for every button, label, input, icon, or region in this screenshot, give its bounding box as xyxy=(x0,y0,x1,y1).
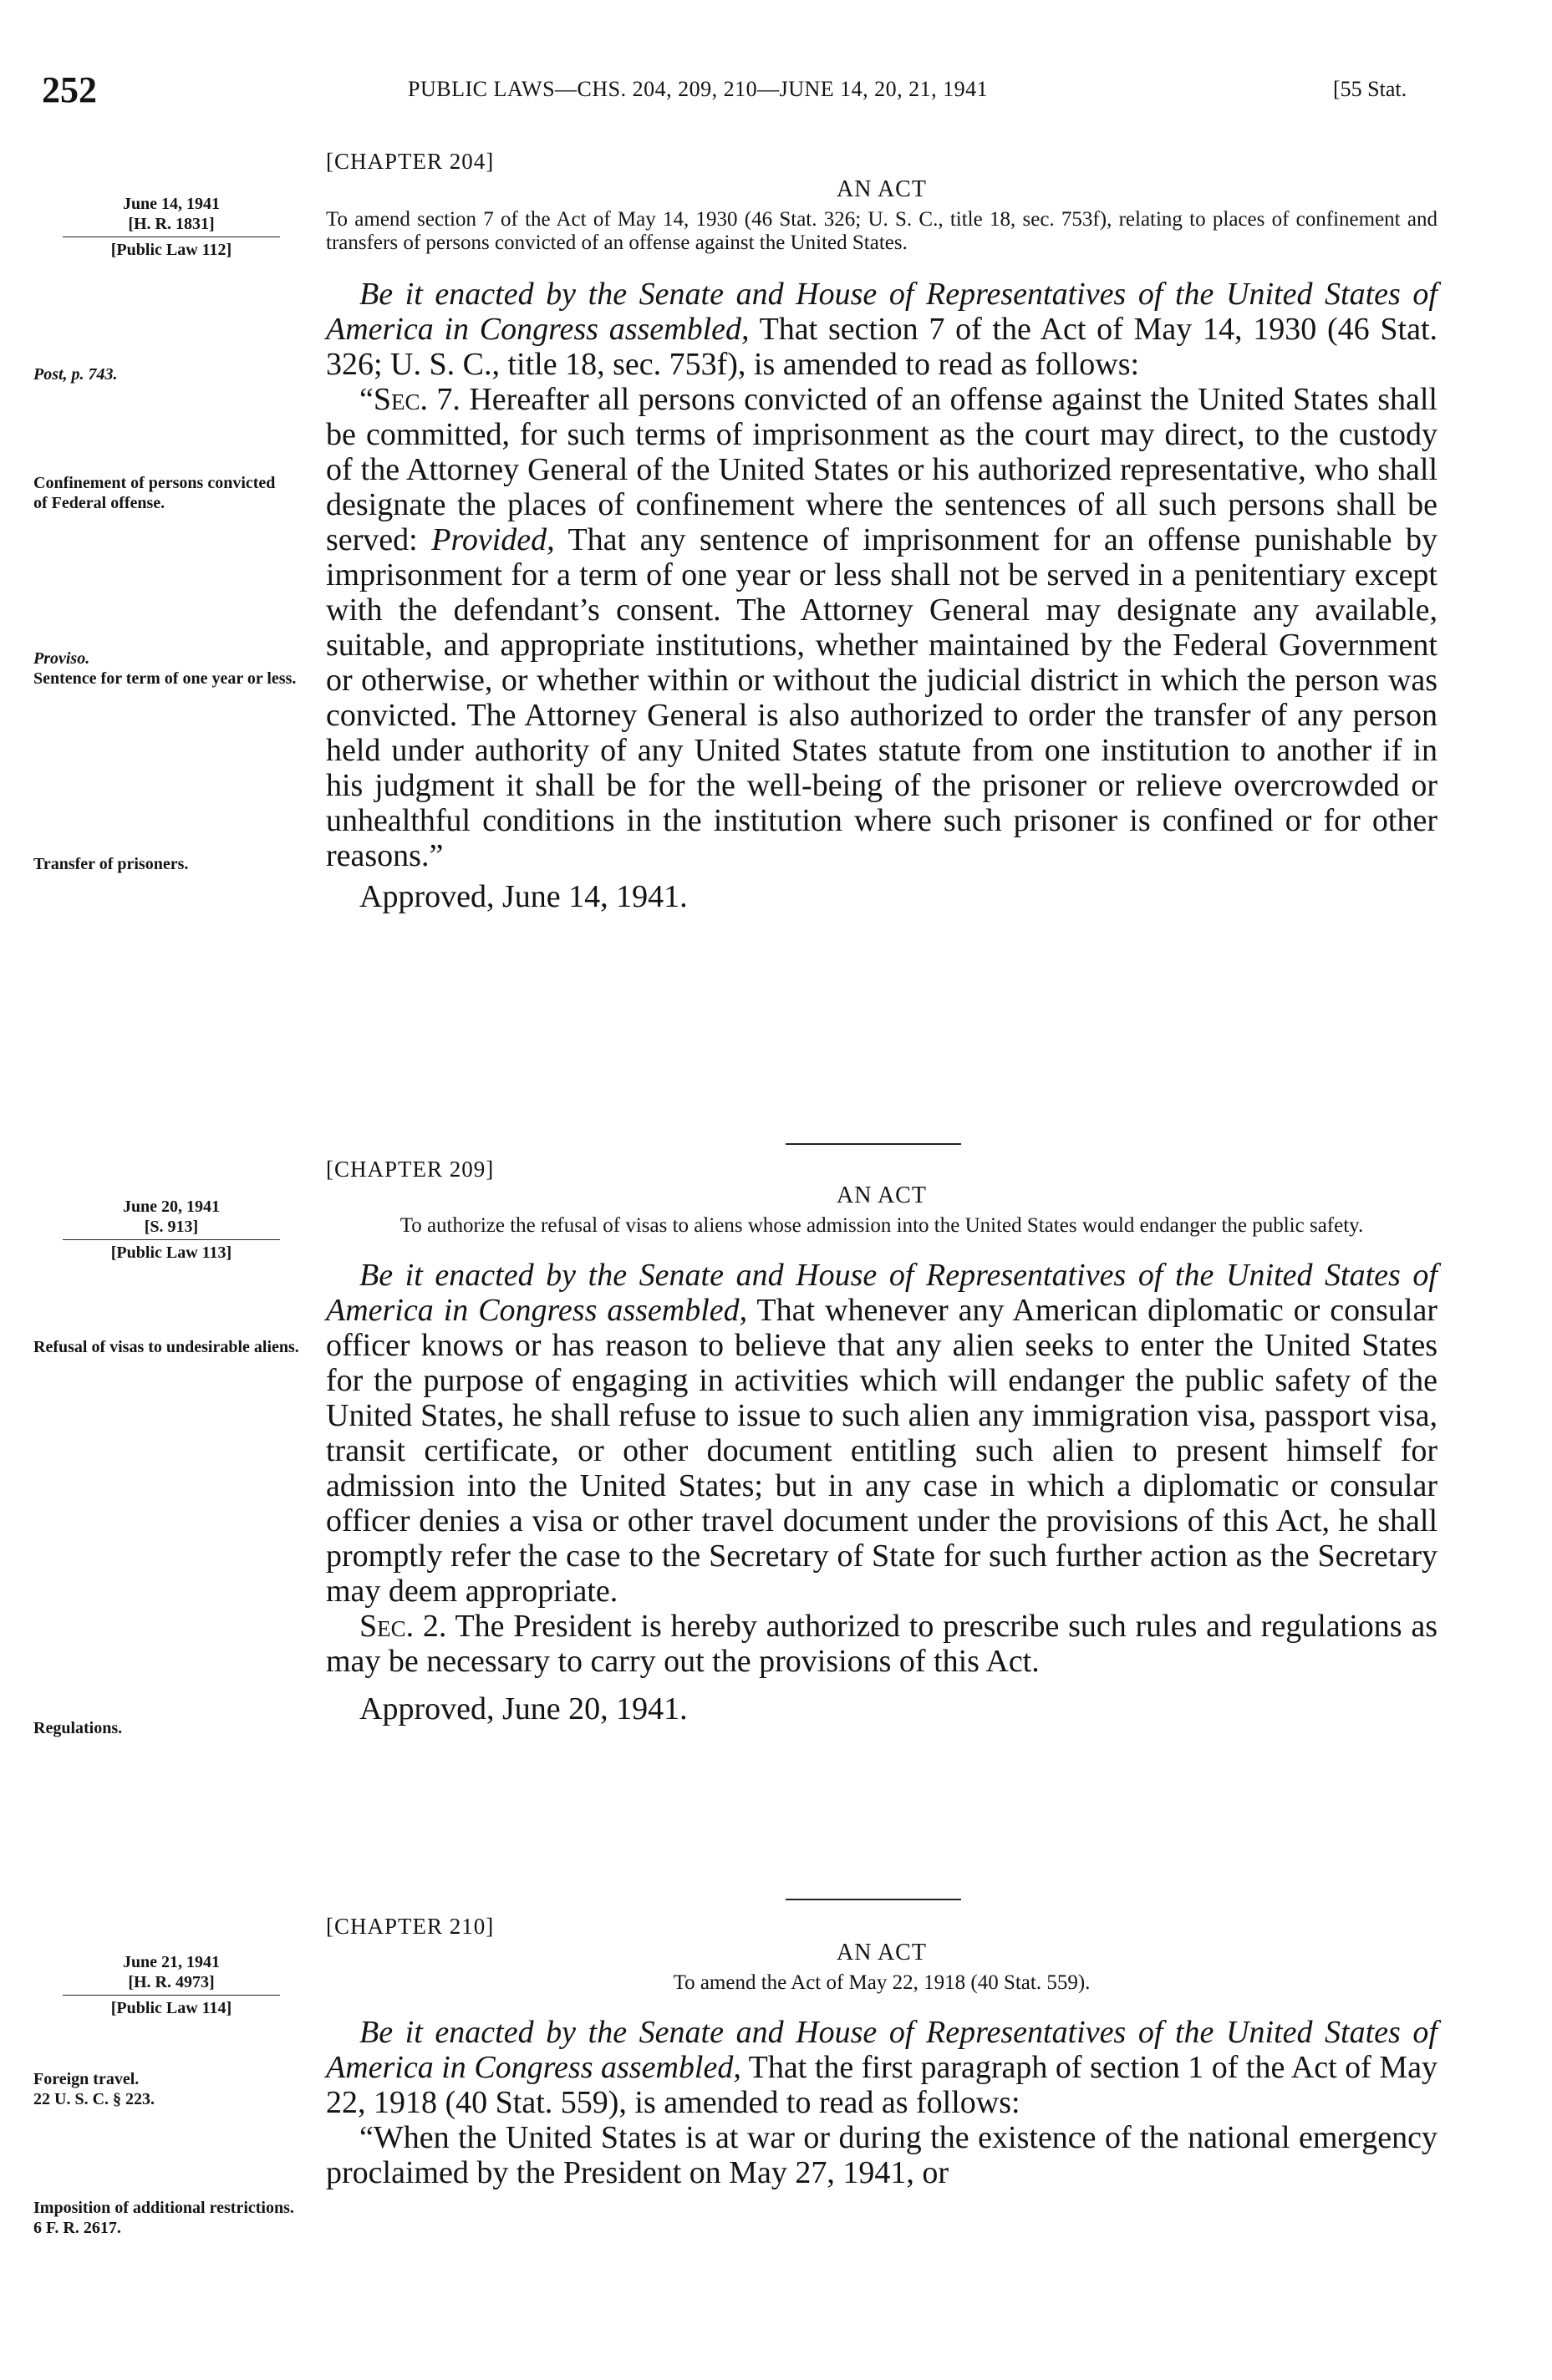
margin-rule xyxy=(63,1239,280,1240)
ch209-note-regulations: Regulations. xyxy=(33,1719,123,1737)
act-body xyxy=(326,1258,1438,1679)
ch210-note-restrictions-text: Imposition of additional restrictions. xyxy=(33,2199,294,2217)
ch210-note-restrictions xyxy=(33,2198,301,2238)
ch209-citation-block xyxy=(33,1197,309,1263)
enacting-clause: Be it enacted by the Senate and House of Representatives of the United States of America in Congress assembled, That section 7 of the Act of May 14, 1930 (46 Stat. 326; U. S. C., title 18, sec. 753f), is amended to read as follows: xyxy=(326,277,1438,382)
ch210-bill: [H. R. 4973] xyxy=(128,1973,215,1991)
chapter-separator xyxy=(786,1899,961,1900)
ch210-note-fr-ref: 6 F. R. 2617. xyxy=(33,2219,121,2237)
chapter-separator xyxy=(786,1143,961,1145)
margin-rule xyxy=(63,236,280,237)
act-heading: AN ACT xyxy=(837,1182,927,1208)
margin-rule xyxy=(63,1995,280,1996)
act-body xyxy=(326,277,1438,873)
act-purpose: To amend section 7 of the Act of May 14, 1930 (46 Stat. 326; U. S. C., title 18, sec. 753f), relating to places of confinement and transfers of persons convicted of an offense against the United States. xyxy=(326,208,1438,254)
amended-text: “When the United States is at war or during the existence of the national emergency proclaimed by the President on May 27, 1941, or xyxy=(326,2120,1438,2190)
chapter-heading: [CHAPTER 204] xyxy=(326,149,495,174)
act-body xyxy=(326,2015,1438,2190)
chapter-heading: [CHAPTER 209] xyxy=(326,1157,495,1182)
ch204-bill: [H. R. 1831] xyxy=(128,215,215,233)
ch204-note-transfer: Transfer of prisoners. xyxy=(33,855,189,873)
enacting-clause: Be it enacted by the Senate and House of Representatives of the United States of America in Congress assembled, That whenever any American diplomatic or consular officer knows or has reason to believe that any alien seeks to enter the United States for the purpose of engaging in activities which will endanger the public safety of the United States, he shall refuse to issue to such alien any immigration visa, passport visa, transit certificate, or other document entitling such alien to present himself for admission into the United States; but in any case in which a diplomatic or consular officer denies a visa or other travel document under the provisions of this Act, he shall promptly refer the case to the Secretary of State for such further action as the Secretary may deem appropriate. xyxy=(326,1258,1438,1609)
running-title: PUBLIC LAWS—CHS. 204, 209, 210—JUNE 14, 20, 21, 1941 xyxy=(408,77,989,101)
ch204-public-law: [Public Law 112] xyxy=(110,241,232,259)
approval-line: Approved, June 14, 1941. xyxy=(359,879,688,914)
ch210-public-law: [Public Law 114] xyxy=(110,1999,232,2017)
approval-line: Approved, June 20, 1941. xyxy=(359,1691,688,1727)
chapter-210 xyxy=(326,1914,1438,2190)
ch209-public-law: [Public Law 113] xyxy=(110,1243,232,1262)
act-purpose: To amend the Act of May 22, 1918 (40 Stat. 559). xyxy=(673,1971,1091,1994)
act-heading: AN ACT xyxy=(837,1940,927,1966)
ch210-note-foreign-travel xyxy=(33,2069,309,2109)
act-heading: AN ACT xyxy=(837,176,927,202)
ch204-note-sentence: Sentence for term of one year or less. xyxy=(33,669,297,688)
ch204-citation-block xyxy=(33,194,309,260)
ch210-note-usc-ref: 22 U. S. C. § 223. xyxy=(33,2090,155,2108)
ch204-note-confinement: Confinement of persons convicted of Federal offense. xyxy=(33,474,276,512)
section-2: Sec. 2. The President is hereby authorized to prescribe such rules and regulations as may be necessary to carry out the provisions of this Act. xyxy=(326,1609,1438,1679)
act-purpose: To authorize the refusal of visas to aliens whose admission into the United States would endanger the public safety. xyxy=(399,1214,1364,1237)
ch204-date: June 14, 1941 xyxy=(122,195,221,213)
ch210-date: June 21, 1941 xyxy=(122,1953,221,1971)
chapter-204 xyxy=(326,149,1438,915)
chapter-heading: [CHAPTER 210] xyxy=(326,1914,495,1939)
statute-volume: [55 Stat. xyxy=(1333,77,1407,101)
enacting-clause: Be it enacted by the Senate and House of Representatives of the United States of America in Congress assembled, That the first paragraph of section 1 of the Act of May 22, 1918 (40 Stat. 559), is amended to read as follows: xyxy=(326,2015,1438,2120)
ch204-proviso-label: Proviso. xyxy=(33,649,90,668)
ch209-date: June 20, 1941 xyxy=(122,1198,221,1216)
section-7: “Sec. 7. Hereafter all persons convicted of an offense against the United States shall be committed, for such terms of imprisonment as the court may direct, to the custody of the Attorney General of the United States or his authorized representative, who shall designate the places of confinement where the sentences of all such persons shall be served: Provided, That any sentence of imprisonment for an offense punishable by imprisonment for a term of one year or less shall not be served in a penitentiary except with the defendant’s consent. The Attorney General may designate any available, suitable, and appropriate institutions, whether maintained by the Federal Government or otherwise, or whether within or without the judicial district in which the person was convicted. The Attorney General is also authorized to order the transfer of any person held under authority of any United States statute from one institution to another if in his judgment it shall be for the well-being of the prisoner or relieve overcrowded or unhealthful conditions in the institution where such prisoner is confined or for other reasons.” xyxy=(326,382,1438,873)
ch209-bill: [S. 913] xyxy=(144,1218,199,1236)
chapter-209 xyxy=(326,1157,1438,1727)
ch204-post-ref: Post, p. 743. xyxy=(33,365,118,384)
ch209-note-visas: Refusal of visas to undesirable aliens. xyxy=(33,1338,299,1356)
ch210-note-foreign-travel-text: Foreign travel. xyxy=(33,2070,140,2088)
page-number: 252 xyxy=(42,69,97,110)
ch210-citation-block xyxy=(33,1952,309,2018)
